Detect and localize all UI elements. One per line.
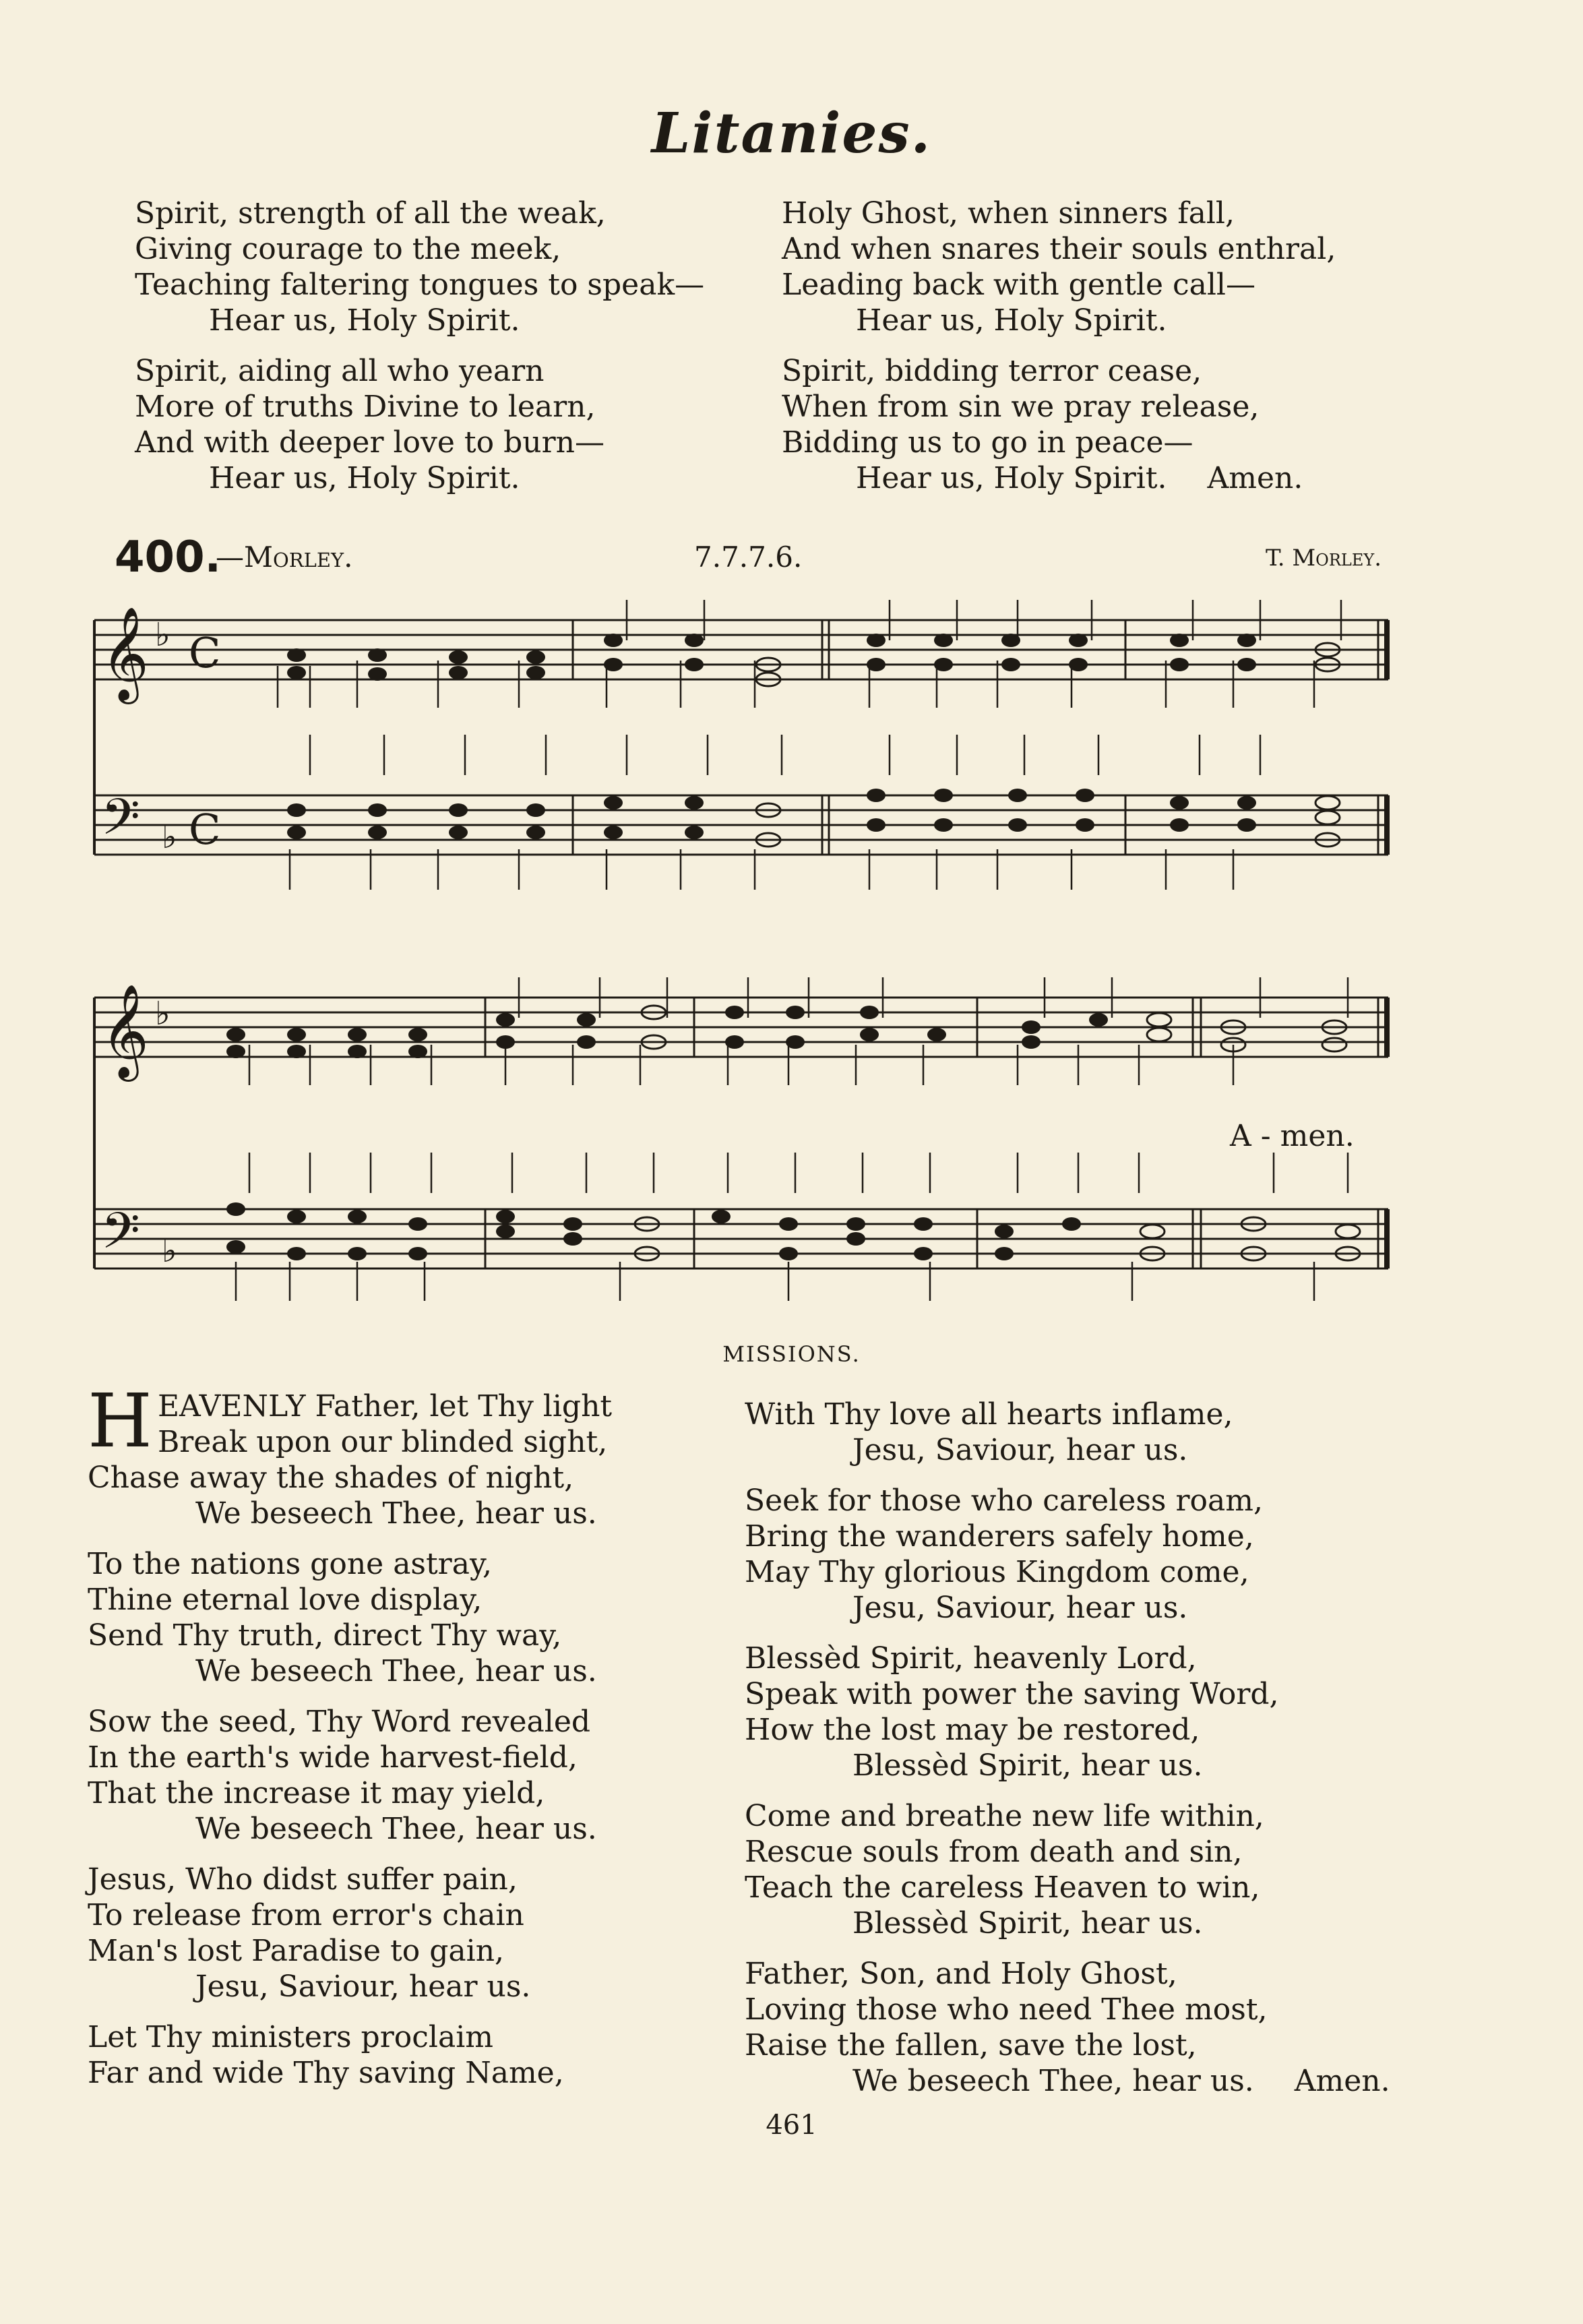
svg-text:C: C xyxy=(189,628,221,677)
stanza xyxy=(88,1546,748,1689)
verse-line: That the increase it may yield, xyxy=(88,1776,545,1810)
music-system-2 xyxy=(88,957,1395,1321)
tune-name: —Morley. xyxy=(216,541,353,574)
svg-text:𝄞: 𝄞 xyxy=(101,984,149,1078)
verse-line: Raise the fallen, save the lost, xyxy=(745,2028,1197,2062)
verse-line: Loving those who need Thee most, xyxy=(745,1992,1268,2027)
missions-right-column xyxy=(745,1397,1439,2114)
verse-line: Send Thy truth, direct Thy way, xyxy=(88,1618,562,1653)
stanza xyxy=(88,1862,748,2005)
svg-text:♭: ♭ xyxy=(162,818,177,856)
stanza xyxy=(88,1704,748,1847)
verse-line: When from sin we pray release, xyxy=(782,390,1260,424)
verse-line: Spirit, strength of all the weak, xyxy=(135,196,606,231)
verse-line: Man's lost Paradise to gain, xyxy=(88,1934,505,1968)
verse-line: May Thy glorious Kingdom come, xyxy=(745,1555,1249,1589)
music-notation-image xyxy=(88,593,1395,944)
verse-line: Let Thy ministers proclaim xyxy=(88,2020,493,2054)
verse-line: And when snares their souls enthral, xyxy=(782,232,1336,266)
refrain-line: Jesu, Saviour, hear us. xyxy=(852,1591,1188,1625)
verse-line: Come and breathe new life within, xyxy=(745,1799,1264,1833)
refrain-line: Blessèd Spirit, hear us. xyxy=(852,1748,1203,1783)
amen-lyric: A - men. xyxy=(1230,1119,1355,1153)
refrain-line xyxy=(745,2063,1439,2099)
refrain-line: We beseech Thee, hear us. xyxy=(195,1654,597,1688)
tune-composer: T. Morley. xyxy=(1266,545,1382,572)
verse-line: EAVENLY Father, let Thy light xyxy=(157,1389,613,1424)
refrain-line xyxy=(782,460,1429,496)
music-notation-image xyxy=(88,957,1395,1321)
refrain-text: Hear us, Holy Spirit. xyxy=(856,461,1167,495)
verse-line: And with deeper love to burn— xyxy=(135,425,604,460)
page-number: 461 xyxy=(766,2110,817,2141)
verse-line: To release from error's chain xyxy=(88,1898,524,1932)
verse-line: Teach the careless Heaven to win, xyxy=(745,1870,1260,1905)
refrain-line: Hear us, Holy Spirit. xyxy=(209,303,520,338)
tune-meter: 7.7.7.6. xyxy=(694,541,803,574)
stanza xyxy=(745,1641,1439,1783)
stanza xyxy=(88,2019,748,2091)
refrain-line: We beseech Thee, hear us. xyxy=(195,1496,597,1531)
stanza xyxy=(745,1397,1439,1468)
svg-text:𝄢: 𝄢 xyxy=(101,1202,140,1273)
missions-left-column xyxy=(88,1378,748,2106)
verse-line: Jesus, Who didst suffer pain, xyxy=(88,1862,518,1897)
svg-text:♭: ♭ xyxy=(155,616,170,654)
tune-number: 400. xyxy=(115,532,221,582)
stanza xyxy=(135,353,741,496)
svg-text:♭: ♭ xyxy=(162,1232,177,1270)
verse-line: Leading back with gentle call— xyxy=(782,268,1255,302)
stanza xyxy=(135,195,741,338)
refrain-text: We beseech Thee, hear us. xyxy=(852,2064,1254,2098)
amen: Amen. xyxy=(1207,461,1303,495)
stanza xyxy=(782,353,1429,496)
litany-left-column xyxy=(135,195,741,511)
stanza xyxy=(745,1798,1439,1941)
stanza xyxy=(745,1956,1439,2099)
verse-line: In the earth's wide harvest-field, xyxy=(88,1740,578,1775)
verse-line: Spirit, bidding terror cease, xyxy=(782,354,1202,388)
refrain-line: We beseech Thee, hear us. xyxy=(195,1812,597,1846)
verse-line: Father, Son, and Holy Ghost, xyxy=(745,1957,1177,1991)
verse-line: Giving courage to the meek, xyxy=(135,232,561,266)
stanza xyxy=(88,1378,748,1531)
svg-text:♭: ♭ xyxy=(155,995,170,1033)
verse-line: Speak with power the saving Word, xyxy=(745,1677,1279,1711)
verse-line: How the lost may be restored, xyxy=(745,1713,1200,1747)
verse-line: More of truths Divine to learn, xyxy=(135,390,596,424)
stanza xyxy=(782,195,1429,338)
verse-line: Break upon our blinded sight, xyxy=(157,1425,608,1459)
amen: Amen. xyxy=(1294,2064,1390,2098)
verse-line: Spirit, aiding all who yearn xyxy=(135,354,545,388)
verse-line: Chase away the shades of night, xyxy=(88,1461,574,1495)
refrain-line: Blessèd Spirit, hear us. xyxy=(852,1906,1203,1940)
verse-line: Blessèd Spirit, heavenly Lord, xyxy=(745,1641,1197,1676)
svg-text:C: C xyxy=(189,805,221,854)
verse-line: Bring the wanderers safely home, xyxy=(745,1519,1254,1554)
page-title: Litanies. xyxy=(651,101,932,166)
verse-line: To the nations gone astray, xyxy=(88,1547,492,1581)
svg-text:𝄞: 𝄞 xyxy=(101,607,149,700)
stanza xyxy=(745,1483,1439,1626)
verse-line: Seek for those who careless roam, xyxy=(745,1484,1263,1518)
verse-line: Bidding us to go in peace— xyxy=(782,425,1193,460)
verse-line: Teaching faltering tongues to speak— xyxy=(135,268,705,302)
refrain-line: Hear us, Holy Spirit. xyxy=(856,303,1167,338)
section-heading: MISSIONS. xyxy=(722,1341,861,1367)
tune-header xyxy=(115,532,1382,580)
refrain-line: Hear us, Holy Spirit. xyxy=(209,461,520,495)
verse-line: Thine eternal love display, xyxy=(88,1583,483,1617)
verse-line: Far and wide Thy saving Name, xyxy=(88,2056,564,2090)
svg-text:𝄢: 𝄢 xyxy=(101,788,140,859)
verse-line: Sow the seed, Thy Word revealed xyxy=(88,1705,591,1739)
verse-line: Rescue souls from death and sin, xyxy=(745,1835,1243,1869)
refrain-line: Jesu, Saviour, hear us. xyxy=(195,1969,531,2004)
refrain-line: Jesu, Saviour, hear us. xyxy=(852,1433,1188,1467)
music-system-1 xyxy=(88,593,1395,944)
drop-cap: H xyxy=(88,1378,152,1464)
verse-line: With Thy love all hearts inflame, xyxy=(745,1397,1233,1432)
verse-line: Holy Ghost, when sinners fall, xyxy=(782,196,1235,231)
litany-right-column xyxy=(782,195,1429,511)
